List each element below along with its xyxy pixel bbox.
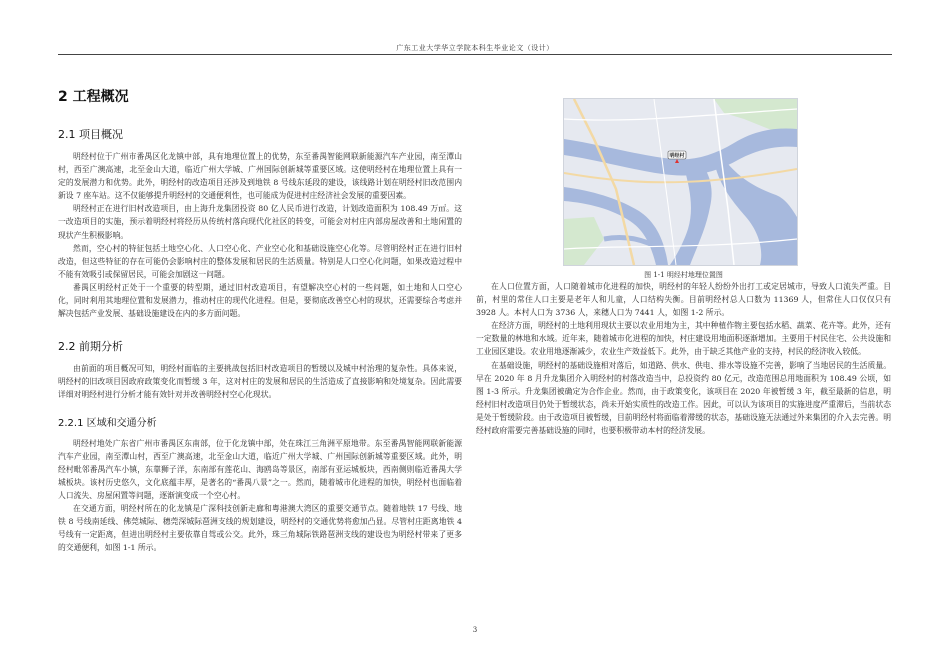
- paragraph: 明经村位于广州市番禺区化龙镇中部，具有地理位置上的优势，东至番禺智能网联新能源汽车产业园，南至潭山村，西至广澳高速，北至金山大道，临近广州大学城、广州国际创新城等重要区域。这使明经村在地理位置上具有一定的发展潜力和优势。此外，明经村的改造项目还涉及到地铁 8 号线东延段的建设，该线路计划在明经村旧改范围内新设 7 座车站。这不仅能够提升明经村的交通便利性，也可能成为促进村庄经济社会发展的重要因素。: [58, 152, 462, 201]
- page-number: 3: [472, 626, 478, 634]
- location-map: [564, 99, 797, 265]
- paragraph: 明经村地处广东省广州市番禺区东南部，位于化龙镇中部，处在珠江三角洲平原地带。东至番禺智能网联新能源汽车产业园，南至潭山村，西至广澳高速，北至金山大道，临近广州大学城、广州国际创新城等重要区域。此外，明经村毗邻番禺汽车小镇，东靠狮子洋，东南部有莲花山、海鸥岛等景区，南部有亚运城板块，西南侧则临近番禺大学城板块。该村历史悠久，文化底蕴丰厚，是著名的“番禺八景”之一。然而，随着城市化进程的加快，明经村也面临着人口流失、房屋闲置等问题，逐渐演变成一个空心村。: [58, 438, 462, 500]
- paragraph: 在人口位置方面，人口随着城市化进程的加快，明经村的年轻人纷纷外出打工或定居城市，导致人口流失严重。目前，村里的常住人口主要是老年人和儿童，人口结构失衡。目前明经村总人口数为 11369 人，但常住人口仅仅只有 3928 人。本村人口为 3736 人，来穗人口为 7441 人，如图 1-2 所示。: [476, 282, 891, 318]
- left-column: [58, 80, 462, 554]
- section-title-project-overview: 2.1 项目概况: [58, 128, 123, 141]
- section-title-preliminary-analysis: 2.2 前期分析: [58, 340, 123, 354]
- paragraph: 然而，空心村的特征包括土地空心化、人口空心化、产业空心化和基础设施空心化等。尽管明经村正在进行旧村改造，但这些特征的存在可能仍会影响村庄的整体发展和居民的生活质量。特别是人口空心化问题，如果改造过程中不能有效吸引或保留居民，可能会加剧这一问题。: [58, 243, 462, 279]
- location-map-figure: [563, 98, 798, 266]
- paragraph: 在交通方面，明经村所在的化龙镇是广深科技创新走廊和粤港澳大湾区的重要交通节点。随着地铁 17 号线、地铁 8 号线南延线、佛莞城际、穗莞深城际琶洲支线的规划建设，明经村的交通优势将愈加凸显。尽管村庄距离地铁 4 号线有一定距离，但进出明经村主要依靠自驾或公交。此外，珠三角城际铁路琶洲支线的建设也为明经村带来了更多的交通便利，如图 1-1 所示。: [58, 503, 462, 553]
- subsection-title-region-traffic: 2.2.1 区域和交通分析: [58, 417, 157, 429]
- running-header: 广东工业大学华立学院本科生毕业论文（设计）: [396, 44, 554, 52]
- right-column: [476, 280, 891, 437]
- location-marker-label: 明经村: [669, 153, 685, 159]
- paragraph: 明经村正在进行旧村改造项目，由上海升龙集团投资 80 亿人民币进行改造，计划改造面积为 108.49 万㎡。这一改造项目的实施，预示着明经村将经历从传统村落向现代化社区的转变，可能会对村庄内部房屋改善和土地闲置的现状产生积极影响。: [58, 204, 462, 240]
- paragraph: 在基础设施，明经村的基础设施相对落后，如道路、供水、供电、排水等设施不完善，影响了当地居民的生活质量。早在 2020 年 8 月升龙集团介入明经村的村落改造当中，总投资约 80 亿元，改造范围总用地面积为 108.49 公顷，如图 1-3 所示。升龙集团被确定为合作企业。然而，由于政策变化，该项目在 2020 年被暂缓 3 年，截至最新的信息，明经村旧村改造项目仍处于暂缓状态，尚未开始实质性的改造工作。因此，可以认为该项目的实施进度严重滞后，当前状态是处于暂缓阶段。由于改造项目被暂缓，目前明经村将面临着滞缓的状态，基础设施无法通过外来集团的介入去完善。明经村政府需要完善基础设施的同时，也要积极带动本村的经济发展。: [476, 360, 891, 436]
- paragraph: 在经济方面，明经村的土地利用现状主要以农业用地为主，其中种植作物主要包括水稻、蔬菜、花卉等。此外，还有一定数量的林地和水域。近年来，随着城市化进程的加快，村庄建设用地面积逐渐增加。主要用于村民住宅、公共设施和工业园区建设。农业用地逐渐减少，农业生产效益低下。此外，由于缺乏其他产业的支持，村民的经济收入较低。: [476, 321, 891, 357]
- figure-caption: 图 1-1 明经村地理位置图: [644, 271, 723, 279]
- chapter-title: 2 工程概况: [58, 89, 129, 105]
- header-rule: [58, 54, 892, 55]
- paragraph: 番禺区明经村正处于一个重要的转型期，通过旧村改造项目，有望解决空心村的一些问题，如土地和人口空心化，同时利用其地理位置和发展潜力，推动村庄的现代化进程。但是，要彻底改善空心村的现状，还需要综合考虑并解决包括产业发展、基础设施建设在内的多方面问题。: [58, 282, 462, 319]
- paragraph: 由前面的项目概况可知，明经村面临的主要挑战包括旧村改造项目的暂缓以及城中村治理的复杂性。具体来说，明经村的旧改项目因政府政策变化而暂缓 3 年，这对村庄的发展和居民的生活造成了直接影响和处境复杂。因此需要详细对明经村进行分析才能有效针对并改善明经村空心化现状。: [58, 364, 462, 400]
